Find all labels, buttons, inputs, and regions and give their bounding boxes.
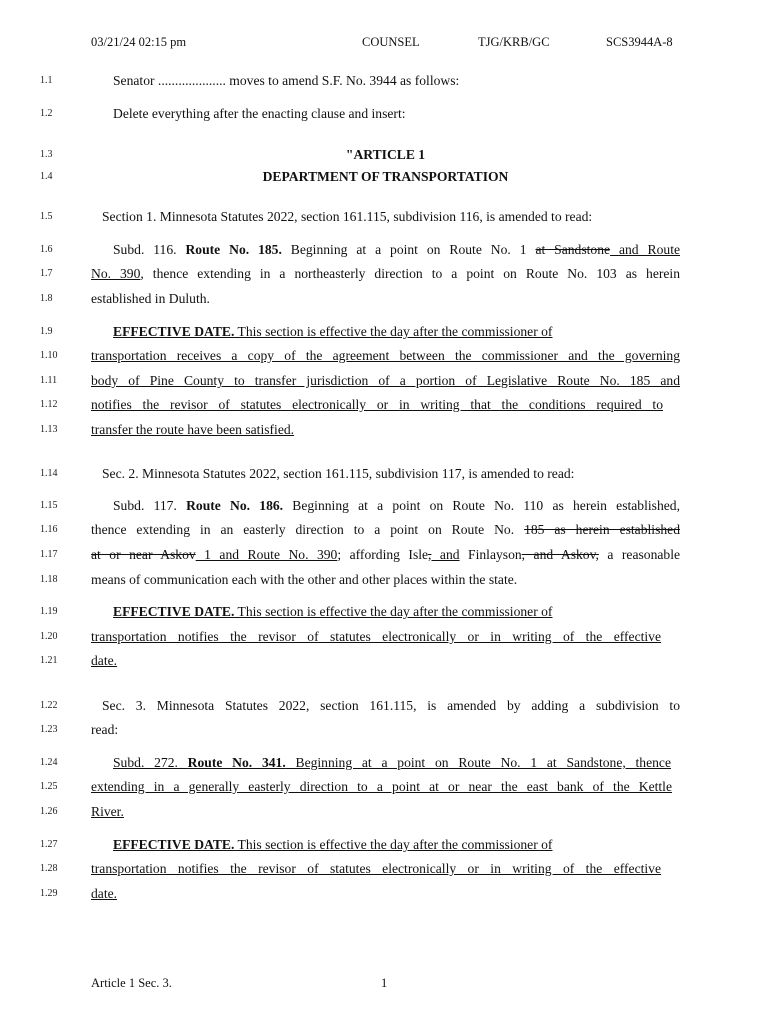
line-text: established in Duluth. [91,291,210,306]
line [0,603,770,623]
line-number: 1.2 [40,108,53,119]
line-number: 1.28 [40,863,58,874]
line [0,396,770,416]
line-number: 1.20 [40,631,58,642]
line [0,168,770,188]
line [0,628,770,648]
line-text: Senator .................... moves to amend S.F. No. 3944 as follows: [113,73,460,88]
line [0,778,770,798]
line-number: 1.22 [40,700,58,711]
line-number: 1.23 [40,724,58,735]
line [0,497,770,517]
line-text: thence extending in an easterly direction to a point on Route No. 185 as herein established [91,522,680,537]
line [0,885,770,905]
header-initials: TJG/KRB/GC [478,35,550,49]
line [0,546,770,566]
line-number: 1.15 [40,500,58,511]
line [0,860,770,880]
line [0,146,770,166]
line-number: 1.24 [40,757,58,768]
line-text: EFFECTIVE DATE. This section is effective the day after the commissioner of [113,324,553,339]
article-title: DEPARTMENT OF TRANSPORTATION [262,169,509,184]
line [0,105,770,125]
line [0,208,770,228]
line-number: 1.1 [40,75,53,86]
line-number: 1.3 [40,149,53,160]
line-number: 1.29 [40,888,58,899]
section-heading: Section 1. Minnesota Statutes 2022, section 161.115, subdivision 116, is amended to read: [102,209,593,224]
line-number: 1.12 [40,399,58,410]
line-number: 1.21 [40,655,58,666]
line-text: Subd. 117. Route No. 186. Beginning at a point on Route No. 110 as herein established, [113,498,680,513]
header-date: 03/21/24 02:15 pm [91,35,187,49]
line-text: extending in a generally easterly direction to a point at or near the east bank of the Kettle [91,779,672,794]
line-number: 1.9 [40,326,53,337]
line-text: Subd. 116. Route No. 185. Beginning at a point on Route No. 1 at Sandstone and Route [113,242,680,257]
line-number: 1.10 [40,350,58,361]
line-number: 1.14 [40,468,58,479]
line-number: 1.4 [40,171,53,182]
line-text: at or near Askov 1 and Route No. 390; affording Isle, and Finlayson, and Askov, a reasonable [91,547,681,562]
line [0,372,770,392]
footer-section: Article 1 Sec. 3. [91,976,172,990]
line-number: 1.18 [40,574,58,585]
line-text: No. 390, thence extending in a northeasterly direction to a point on Route No. 103 as herein [91,266,680,281]
line-number: 1.19 [40,606,58,617]
line [0,72,770,92]
line-text: transfer the route have been satisfied. [91,422,295,437]
line [0,241,770,261]
line-text: River. [91,804,124,819]
line-number: 1.27 [40,839,58,850]
line-text: date. [91,886,118,901]
section-heading: Sec. 2. Minnesota Statutes 2022, section 161.115, subdivision 117, is amended to read: [102,466,575,481]
line [0,697,770,717]
line [0,265,770,285]
line-number: 1.5 [40,211,53,222]
line-number: 1.16 [40,524,58,535]
header-doc-id: SCS3944A-8 [606,35,673,49]
line-text: means of communication each with the other and other places within the state. [91,572,518,587]
line-text: EFFECTIVE DATE. This section is effective the day after the commissioner of [113,837,553,852]
line-text: body of Pine County to transfer jurisdiction of a portion of Legislative Route No. 185 and [91,373,680,388]
line-number: 1.17 [40,549,58,560]
line-number: 1.8 [40,293,53,304]
header-office: COUNSEL [362,35,420,49]
line [0,290,770,310]
line [0,571,770,591]
line [0,754,770,774]
line-text: transportation receives a copy of the agreement between the commissioner and the governing [91,348,680,363]
line [0,721,770,741]
line-text: Delete everything after the enacting clause and insert: [113,106,406,121]
line-number: 1.7 [40,268,53,279]
line-text: Subd. 272. Route No. 341. Beginning at a point on Route No. 1 at Sandstone, thence [113,755,671,770]
line-number: 1.11 [40,375,58,386]
line [0,323,770,343]
line-text: transportation notifies the revisor of statutes electronically or in writing of the effective [91,861,661,876]
line [0,421,770,441]
line-number: 1.25 [40,781,58,792]
line-number: 1.6 [40,244,53,255]
line-text: notifies the revisor of statutes electronically or in writing that the conditions required to [91,397,663,412]
line-text: transportation notifies the revisor of statutes electronically or in writing of the effective [91,629,661,644]
article-heading: "ARTICLE 1 [345,147,426,162]
line-text: read: [91,722,119,737]
line [0,803,770,823]
line [0,465,770,485]
line [0,347,770,367]
section-heading: Sec. 3. Minnesota Statutes 2022, section 161.115, is amended by adding a subdivision to [102,698,680,713]
line-text: date. [91,653,118,668]
line-number: 1.26 [40,806,58,817]
line-number: 1.13 [40,424,58,435]
line [0,521,770,541]
line [0,652,770,672]
line [0,836,770,856]
line-text: EFFECTIVE DATE. This section is effective the day after the commissioner of [113,604,553,619]
footer-page-number: 1 [381,976,388,990]
